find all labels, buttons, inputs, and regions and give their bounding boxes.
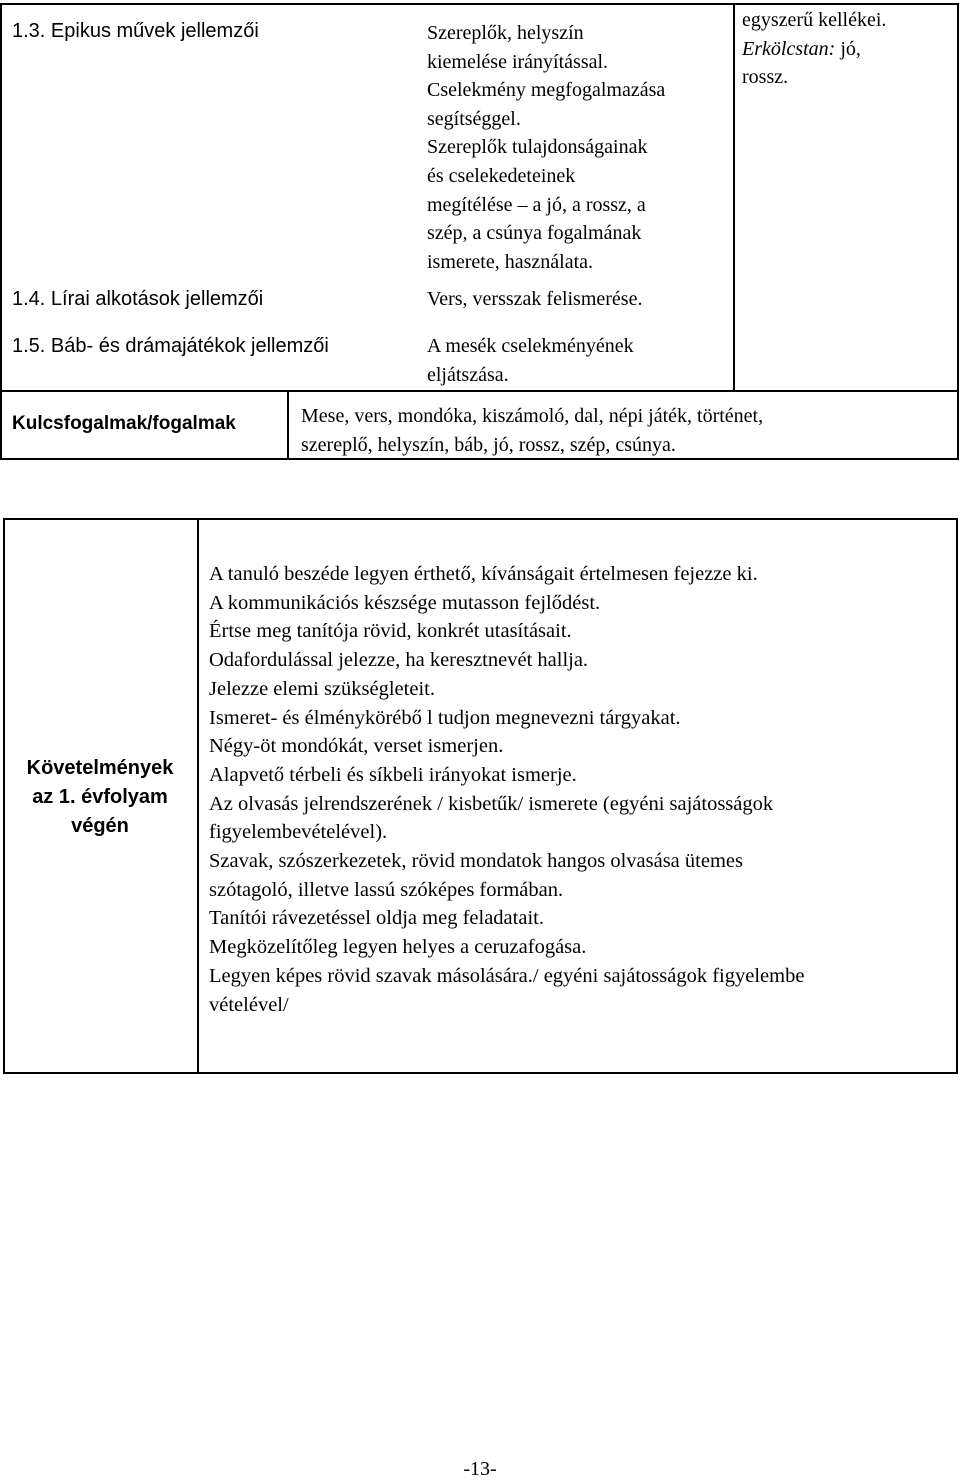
table2-col-divider — [197, 518, 199, 1074]
requirement-line: A tanuló beszéde legyen érthető, kívánságait értelmesen fejezze ki. — [209, 563, 758, 585]
activity-line: Szereplők tulajdonságainak — [427, 136, 648, 159]
table1-col-divider — [733, 3, 735, 390]
connections-cell — [742, 6, 886, 92]
table2-border-top — [3, 518, 958, 520]
table2-border-right — [956, 518, 958, 1074]
requirements-label-line: Követelmények — [26, 757, 174, 779]
requirement-line: Szavak, szószerkezetek, rövid mondatok hangos olvasása ütemes — [209, 850, 743, 873]
topic-drama: 1.5. Báb- és drámajátékok jellemzői — [12, 335, 329, 357]
requirement-line: Az olvasás jelrendszerének / kisbetűk/ ismerete (egyéni sajátosságok — [209, 792, 774, 815]
connections-line — [742, 35, 886, 64]
activity-line: és cselekedeteinek — [427, 164, 576, 187]
activity-line: ismerete, használata. — [427, 250, 594, 273]
activity-line: kiemelése irányítással. — [427, 50, 609, 73]
requirements-label-line: az 1. évfolyam — [32, 786, 168, 808]
requirement-line: figyelembevételével). — [209, 821, 388, 844]
requirement-line: Alapvető térbeli és síkbeli irányokat ismerje. — [209, 763, 577, 786]
requirement-line: Megközelítőleg legyen helyes a ceruzafogása. — [209, 936, 587, 959]
connections-text: jó, — [835, 37, 861, 60]
requirement-line: Értse meg tanítója rövid, konkrét utasításait. — [209, 620, 572, 643]
activity-line: Cselekmény megfogalmazása — [427, 79, 666, 102]
key-concepts-text — [301, 402, 763, 459]
table2-border-bottom — [3, 1072, 958, 1074]
requirement-line: Négy-öt mondókát, verset ismerjen. — [209, 735, 504, 758]
key-concepts-line: szereplő, helyszín, báb, jó, rossz, szép, csúnya. — [301, 433, 676, 456]
requirement-line: Odafordulással jelezze, ha keresztnevét hallja. — [209, 649, 589, 672]
requirements-label — [5, 754, 195, 841]
subject-ethics: Erkölcstan: — [742, 37, 836, 60]
requirements-list — [209, 560, 804, 1019]
requirement-line: Legyen képes rövid szavak másolására./ egyéni sajátosságok figyelembe — [209, 964, 805, 987]
requirement-line: Tanítói rávezetéssel oldja meg feladatait. — [209, 907, 544, 930]
page-number: -13- — [463, 1458, 497, 1480]
topic-epic: 1.3. Epikus művek jellemzői — [12, 20, 259, 42]
requirement-line: vételével/ — [209, 993, 289, 1016]
requirement-line: szótagoló, illetve lassú szóképes formában. — [209, 878, 564, 901]
table1-key-divider — [287, 390, 289, 459]
requirement-line: Jelezze elemi szükségleteit. — [209, 677, 435, 700]
activity-line: megítélése – a jó, a rossz, a — [427, 193, 646, 216]
key-concepts-line: Mese, vers, mondóka, kiszámoló, dal, népi játék, történet, — [301, 405, 764, 427]
requirements-label-line: végén — [71, 815, 129, 837]
table1-row-divider-main — [0, 390, 958, 392]
activity-line: szép, a csúnya fogalmának — [427, 222, 642, 245]
activity-drama — [427, 332, 634, 389]
activity-epic — [427, 19, 665, 276]
activity-line: eljátszása. — [427, 363, 509, 386]
topic-lyric: 1.4. Lírai alkotások jellemzői — [12, 288, 264, 310]
requirement-line: Ismeret- és élménykörébő l tudjon megnevezni tárgyakat. — [209, 706, 681, 729]
activity-lyric: Vers, versszak felismerése. — [427, 288, 643, 310]
table1-border-top — [0, 3, 958, 5]
connections-line: rossz. — [742, 66, 789, 89]
connections-line: egyszerű kellékei. — [742, 9, 887, 31]
key-concepts-label: Kulcsfogalmak/fogalmak — [12, 413, 236, 434]
requirement-line: A kommunikációs készsége mutasson fejlődést. — [209, 591, 601, 614]
activity-line: Szereplők, helyszín — [427, 22, 584, 44]
activity-line: A mesék cselekményének — [427, 335, 634, 357]
activity-line: segítséggel. — [427, 107, 521, 130]
